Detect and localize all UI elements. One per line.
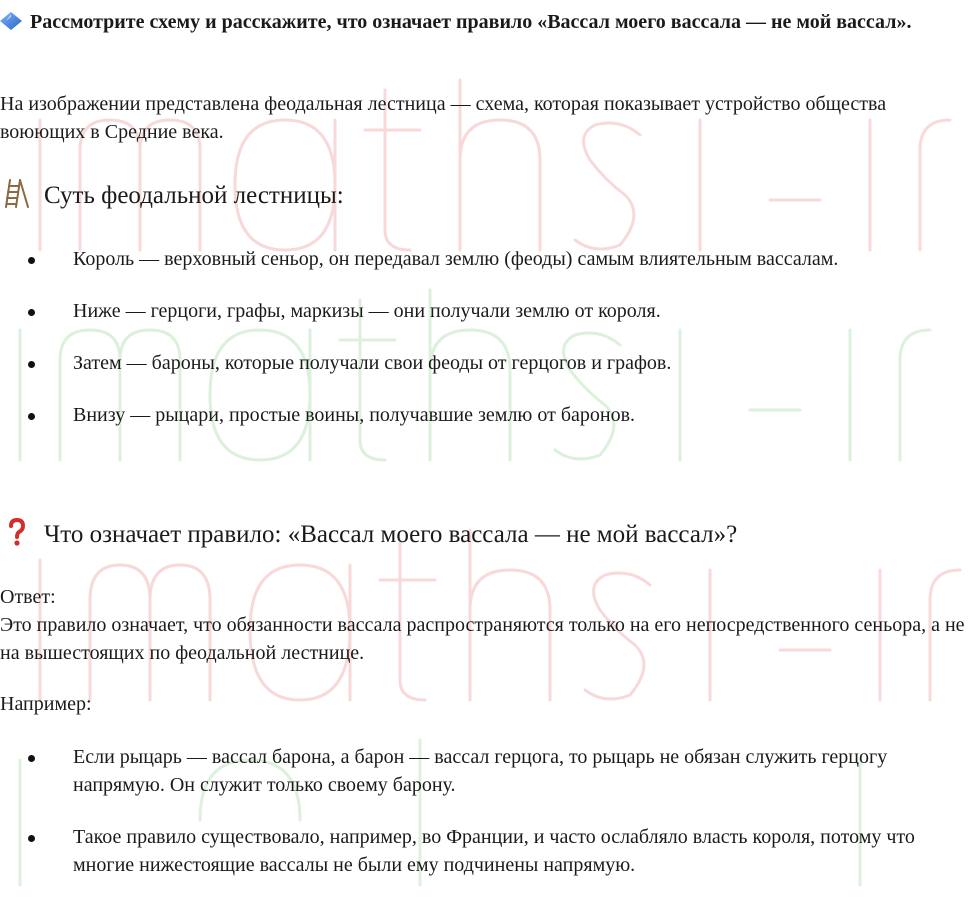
list-item-text: Такое правило существовало, например, во Франции, и часто ослабляло власть короля, потому что многие нижестоящие вассалы не были ему подчинены напрямую. [73, 826, 915, 876]
ladder-heading [4, 178, 344, 212]
list-item-text: Внизу — рыцари, простые воины, получавшие землю от баронов. [73, 404, 636, 426]
list-item-text: Король — верховный сеньор, он передавал землю (феоды) самым влиятельным вассалам. [73, 248, 839, 270]
ladder-list [0, 245, 965, 453]
answer-label: Ответ: [0, 586, 56, 608]
blue-diamond-icon [0, 12, 22, 30]
list-item [0, 297, 965, 325]
list-item [0, 245, 965, 273]
list-item [0, 823, 965, 879]
list-item-text: Если рыцарь — вассал барона, а барон — вассал герцога, то рыцарь не обязан служить герцогу напрямую. Он служит только своему барону. [73, 746, 888, 796]
intro-text: На изображении представлена феодальная лестница — схема, которая показывает устройство общества воюющих в Средние века. [0, 93, 887, 143]
question-heading-text: Что означает правило: «Вассал моего вассала — не мой вассал»? [44, 521, 738, 548]
bullet-dot [28, 755, 35, 762]
list-item [0, 401, 965, 429]
ladder-heading-text: Суть феодальной лестницы: [44, 182, 344, 209]
example-list [0, 743, 965, 903]
bullet-dot [28, 257, 35, 264]
answer-text: Это правило означает, что обязанности вассала распространяются только на его непосредственного сеньора, а не на вышестоящих по феодальной лестнице. [0, 614, 965, 664]
list-item [0, 743, 965, 799]
list-item-text: Затем — бароны, которые получали свои феоды от герцогов и графов. [73, 352, 672, 374]
question-heading [4, 517, 737, 551]
task-title-text: Рассмотрите схему и расскажите, что означает правило «Вассал моего вассала — не мой вассал». [30, 11, 912, 33]
list-item [0, 349, 965, 377]
ladder-icon [4, 178, 30, 208]
bullet-dot [28, 361, 35, 368]
example-label: Например: [0, 693, 92, 715]
list-item-text: Ниже — герцоги, графы, маркизы — они получали землю от короля. [73, 300, 661, 322]
red-question-mark-icon [4, 517, 30, 547]
bullet-dot [28, 835, 35, 842]
task-title [0, 8, 960, 37]
bullet-dot [28, 413, 35, 420]
bullet-dot [28, 309, 35, 316]
